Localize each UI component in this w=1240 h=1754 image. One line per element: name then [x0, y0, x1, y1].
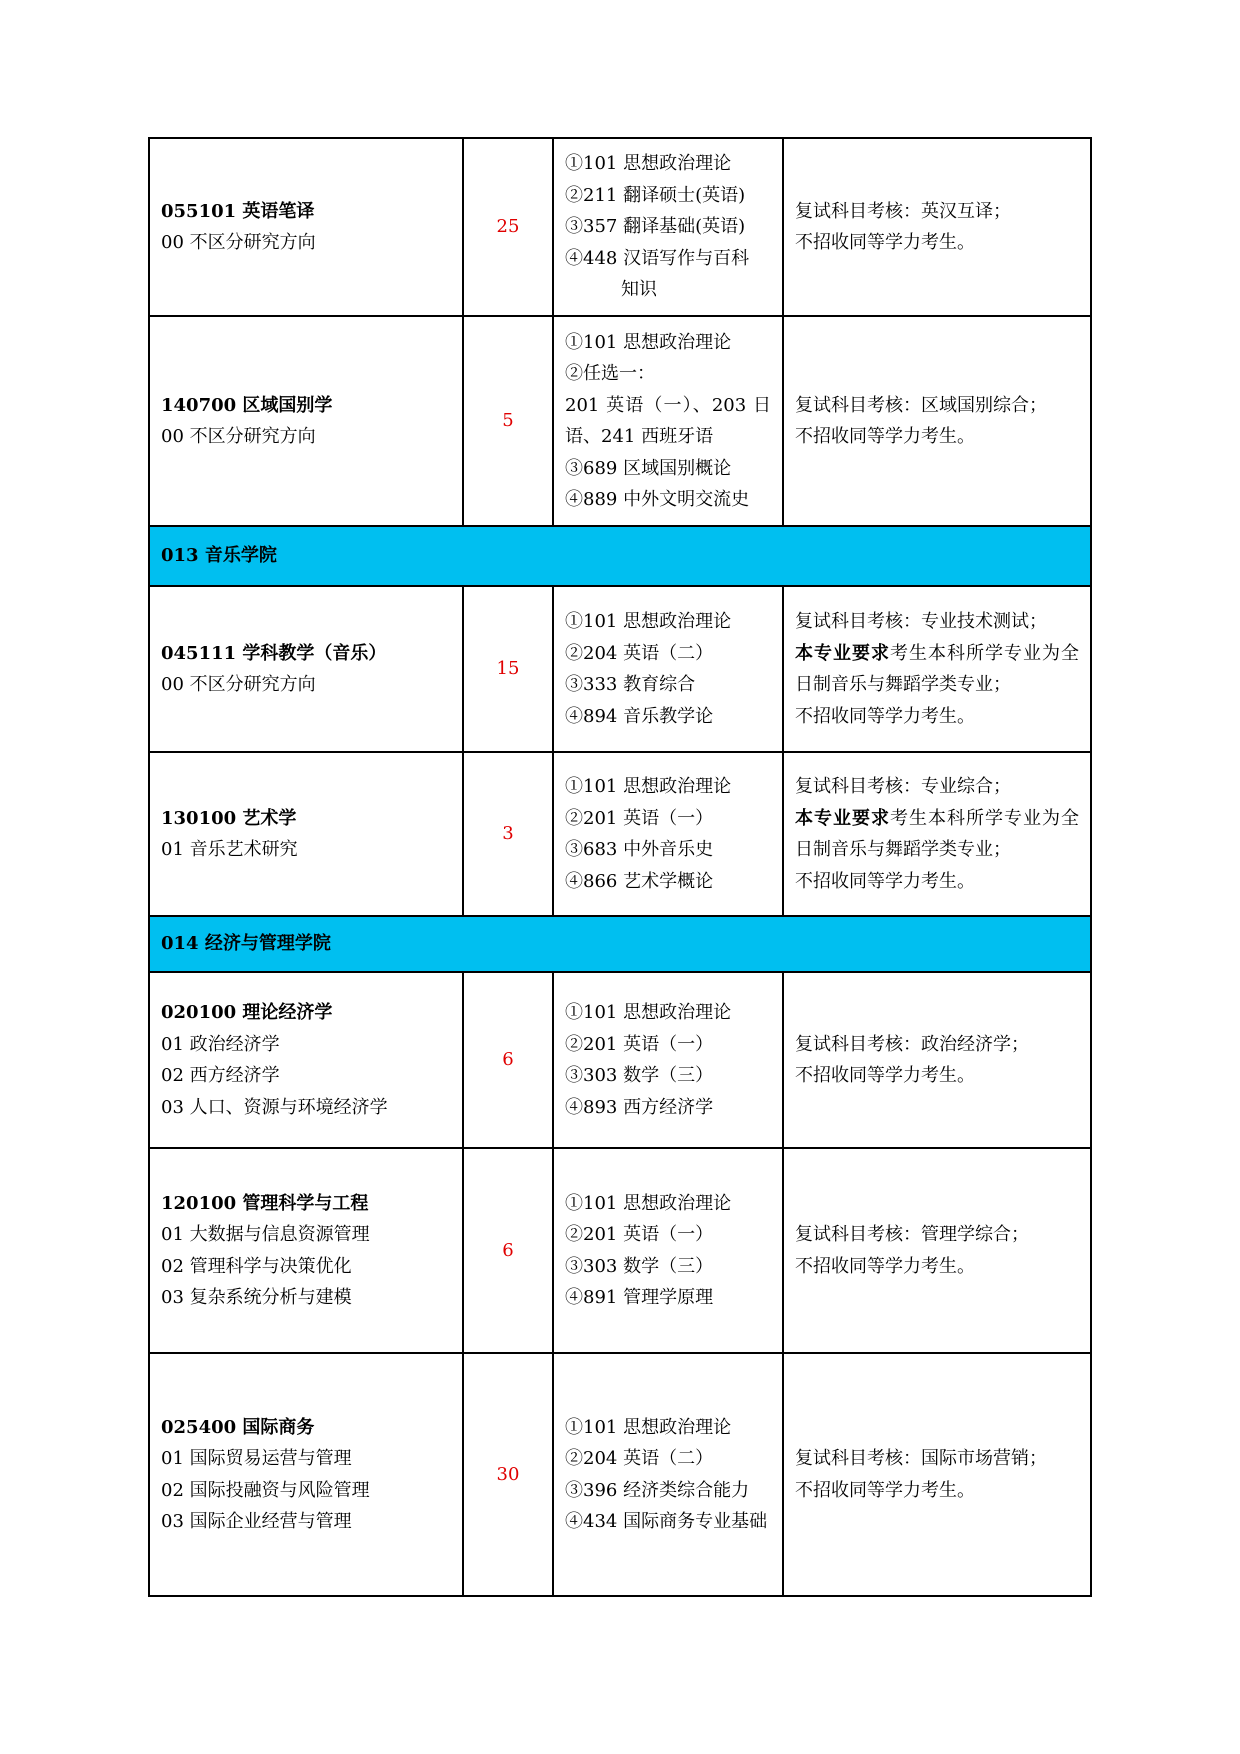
note-requirement [795, 803, 1079, 866]
notes-cell [783, 586, 1091, 752]
exam-subject: ②201 英语（一） [565, 1224, 714, 1245]
exam-subject: ②211 翻译硕士(英语) [565, 184, 746, 206]
exam-subjects-cell [553, 1353, 783, 1596]
major-cell [149, 586, 463, 752]
major-cell [149, 1353, 463, 1596]
exam-subject: ②201 英语（一） [565, 807, 714, 829]
section-title: 014 经济与管理学院 [149, 916, 1091, 972]
major-title: 025400 国际商务 [161, 1416, 315, 1438]
exam-subject: ③396 经济类综合能力 [565, 1479, 750, 1501]
exam-subject: ④893 西方经济学 [565, 1096, 714, 1118]
note-requirement [795, 638, 1079, 701]
research-direction: 03 国际企业经营与管理 [161, 1511, 352, 1532]
note-line: 复试科目考核：管理学综合； [795, 1224, 1029, 1245]
exam-subjects-cell [553, 138, 783, 316]
quota-value: 30 [463, 1353, 553, 1596]
exam-subject: ④448 汉语写作与百科 [565, 247, 750, 269]
major-title: 140700 区域国别学 [161, 394, 333, 416]
admissions-table [148, 137, 1092, 1597]
quota-value: 15 [463, 586, 553, 752]
exam-subject: ①101 思想政治理论 [565, 776, 732, 797]
exam-subject: ①101 思想政治理论 [565, 1416, 732, 1438]
table-row [149, 972, 1091, 1148]
note-line: 不招收同等学力考生。 [795, 426, 975, 447]
exam-subject: ②任选一： [565, 363, 655, 384]
note-requirement-text: 考生本科所学专业为全日制音乐与舞蹈学类专业； [795, 807, 1079, 860]
quota-value: 5 [463, 316, 553, 526]
major-title: 045111 学科教学（音乐） [161, 642, 387, 664]
major-cell [149, 972, 463, 1148]
table-row [149, 752, 1091, 916]
research-direction: 01 国际贸易运营与管理 [161, 1448, 352, 1469]
notes-cell [783, 972, 1091, 1148]
research-direction: 01 音乐艺术研究 [161, 839, 298, 860]
table-row [149, 138, 1091, 316]
exam-subject: ②204 英语（二） [565, 642, 714, 664]
notes-cell [783, 1353, 1091, 1596]
exam-subject: ④866 艺术学概论 [565, 870, 714, 892]
exam-subject: ③303 数学（三） [565, 1065, 714, 1086]
note-requirement-text: 考生本科所学专业为全日制音乐与舞蹈学类专业； [795, 642, 1079, 695]
exam-subject: ③689 区域国别概论 [565, 457, 732, 479]
research-direction: 01 大数据与信息资源管理 [161, 1224, 370, 1245]
exam-subject: ④894 音乐教学论 [565, 705, 714, 727]
note-line: 不招收同等学力考生。 [795, 705, 975, 727]
research-direction: 00 不区分研究方向 [161, 674, 316, 695]
note-line: 复试科目考核：专业综合； [795, 776, 1011, 797]
major-title: 055101 英语笔译 [161, 200, 315, 222]
note-requirement-label: 本专业要求 [795, 642, 890, 664]
note-line: 不招收同等学力考生。 [795, 232, 975, 253]
exam-subject: ③357 翻译基础(英语) [565, 216, 746, 238]
exam-subjects-cell [553, 1148, 783, 1353]
exam-subject: ④891 管理学原理 [565, 1287, 714, 1308]
notes-cell [783, 1148, 1091, 1353]
major-title: 120100 管理科学与工程 [161, 1192, 369, 1214]
research-direction: 02 国际投融资与风险管理 [161, 1479, 370, 1501]
note-line: 不招收同等学力考生。 [795, 870, 975, 892]
exam-subject: ①101 思想政治理论 [565, 1002, 732, 1023]
notes-cell [783, 752, 1091, 916]
note-line: 不招收同等学力考生。 [795, 1255, 975, 1277]
exam-subjects-cell [553, 586, 783, 752]
exam-subject: ④434 国际商务专业基础 [565, 1511, 768, 1532]
exam-subject: ①101 思想政治理论 [565, 153, 732, 175]
note-line: 复试科目考核：政治经济学； [795, 1033, 1029, 1055]
table-row [149, 586, 1091, 752]
research-direction: 00 不区分研究方向 [161, 232, 316, 253]
research-direction: 03 人口、资源与环境经济学 [161, 1096, 388, 1118]
exam-subjects-cell [553, 752, 783, 916]
research-direction: 02 管理科学与决策优化 [161, 1255, 352, 1277]
section-header-row [149, 526, 1091, 586]
note-requirement-label: 本专业要求 [795, 807, 890, 829]
major-cell [149, 316, 463, 526]
exam-subject: ③683 中外音乐史 [565, 839, 714, 860]
note-line: 不招收同等学力考生。 [795, 1479, 975, 1501]
quota-value: 6 [463, 1148, 553, 1353]
exam-subject: ①101 思想政治理论 [565, 611, 732, 632]
major-title: 020100 理论经济学 [161, 1002, 333, 1023]
section-header-row [149, 916, 1091, 972]
table-row [149, 1148, 1091, 1353]
exam-subjects-cell [553, 316, 783, 526]
exam-subject: ①101 思想政治理论 [565, 331, 732, 353]
exam-subject: ③333 教育综合 [565, 674, 696, 695]
exam-subject: ④889 中外文明交流史 [565, 489, 750, 510]
quota-value: 3 [463, 752, 553, 916]
note-line: 复试科目考核：专业技术测试； [795, 611, 1047, 632]
research-direction: 00 不区分研究方向 [161, 426, 316, 447]
major-cell [149, 1148, 463, 1353]
exam-subject: ②204 英语（二） [565, 1448, 714, 1469]
notes-cell [783, 316, 1091, 526]
exam-subject: ①101 思想政治理论 [565, 1192, 732, 1214]
section-title: 013 音乐学院 [149, 526, 1091, 586]
exam-subject: ②201 英语（一） [565, 1033, 714, 1055]
notes-cell [783, 138, 1091, 316]
exam-subject-continuation: 知识 [621, 279, 657, 301]
exam-subject: ③303 数学（三） [565, 1255, 714, 1277]
note-line: 不招收同等学力考生。 [795, 1065, 975, 1086]
quota-value: 25 [463, 138, 553, 316]
research-direction: 01 政治经济学 [161, 1033, 280, 1055]
major-cell [149, 138, 463, 316]
table-row [149, 1353, 1091, 1596]
note-line: 复试科目考核：英汉互译； [795, 200, 1011, 222]
note-line: 复试科目考核：区域国别综合； [795, 394, 1047, 416]
exam-subject-options: 201 英语（一）、203 日语、241 西班牙语 [565, 394, 771, 447]
note-line: 复试科目考核：国际市场营销； [795, 1448, 1047, 1469]
quota-value: 6 [463, 972, 553, 1148]
table-row [149, 316, 1091, 526]
major-cell [149, 752, 463, 916]
research-direction: 02 西方经济学 [161, 1065, 280, 1086]
research-direction: 03 复杂系统分析与建模 [161, 1287, 352, 1308]
exam-subjects-cell [553, 972, 783, 1148]
major-title: 130100 艺术学 [161, 807, 297, 829]
